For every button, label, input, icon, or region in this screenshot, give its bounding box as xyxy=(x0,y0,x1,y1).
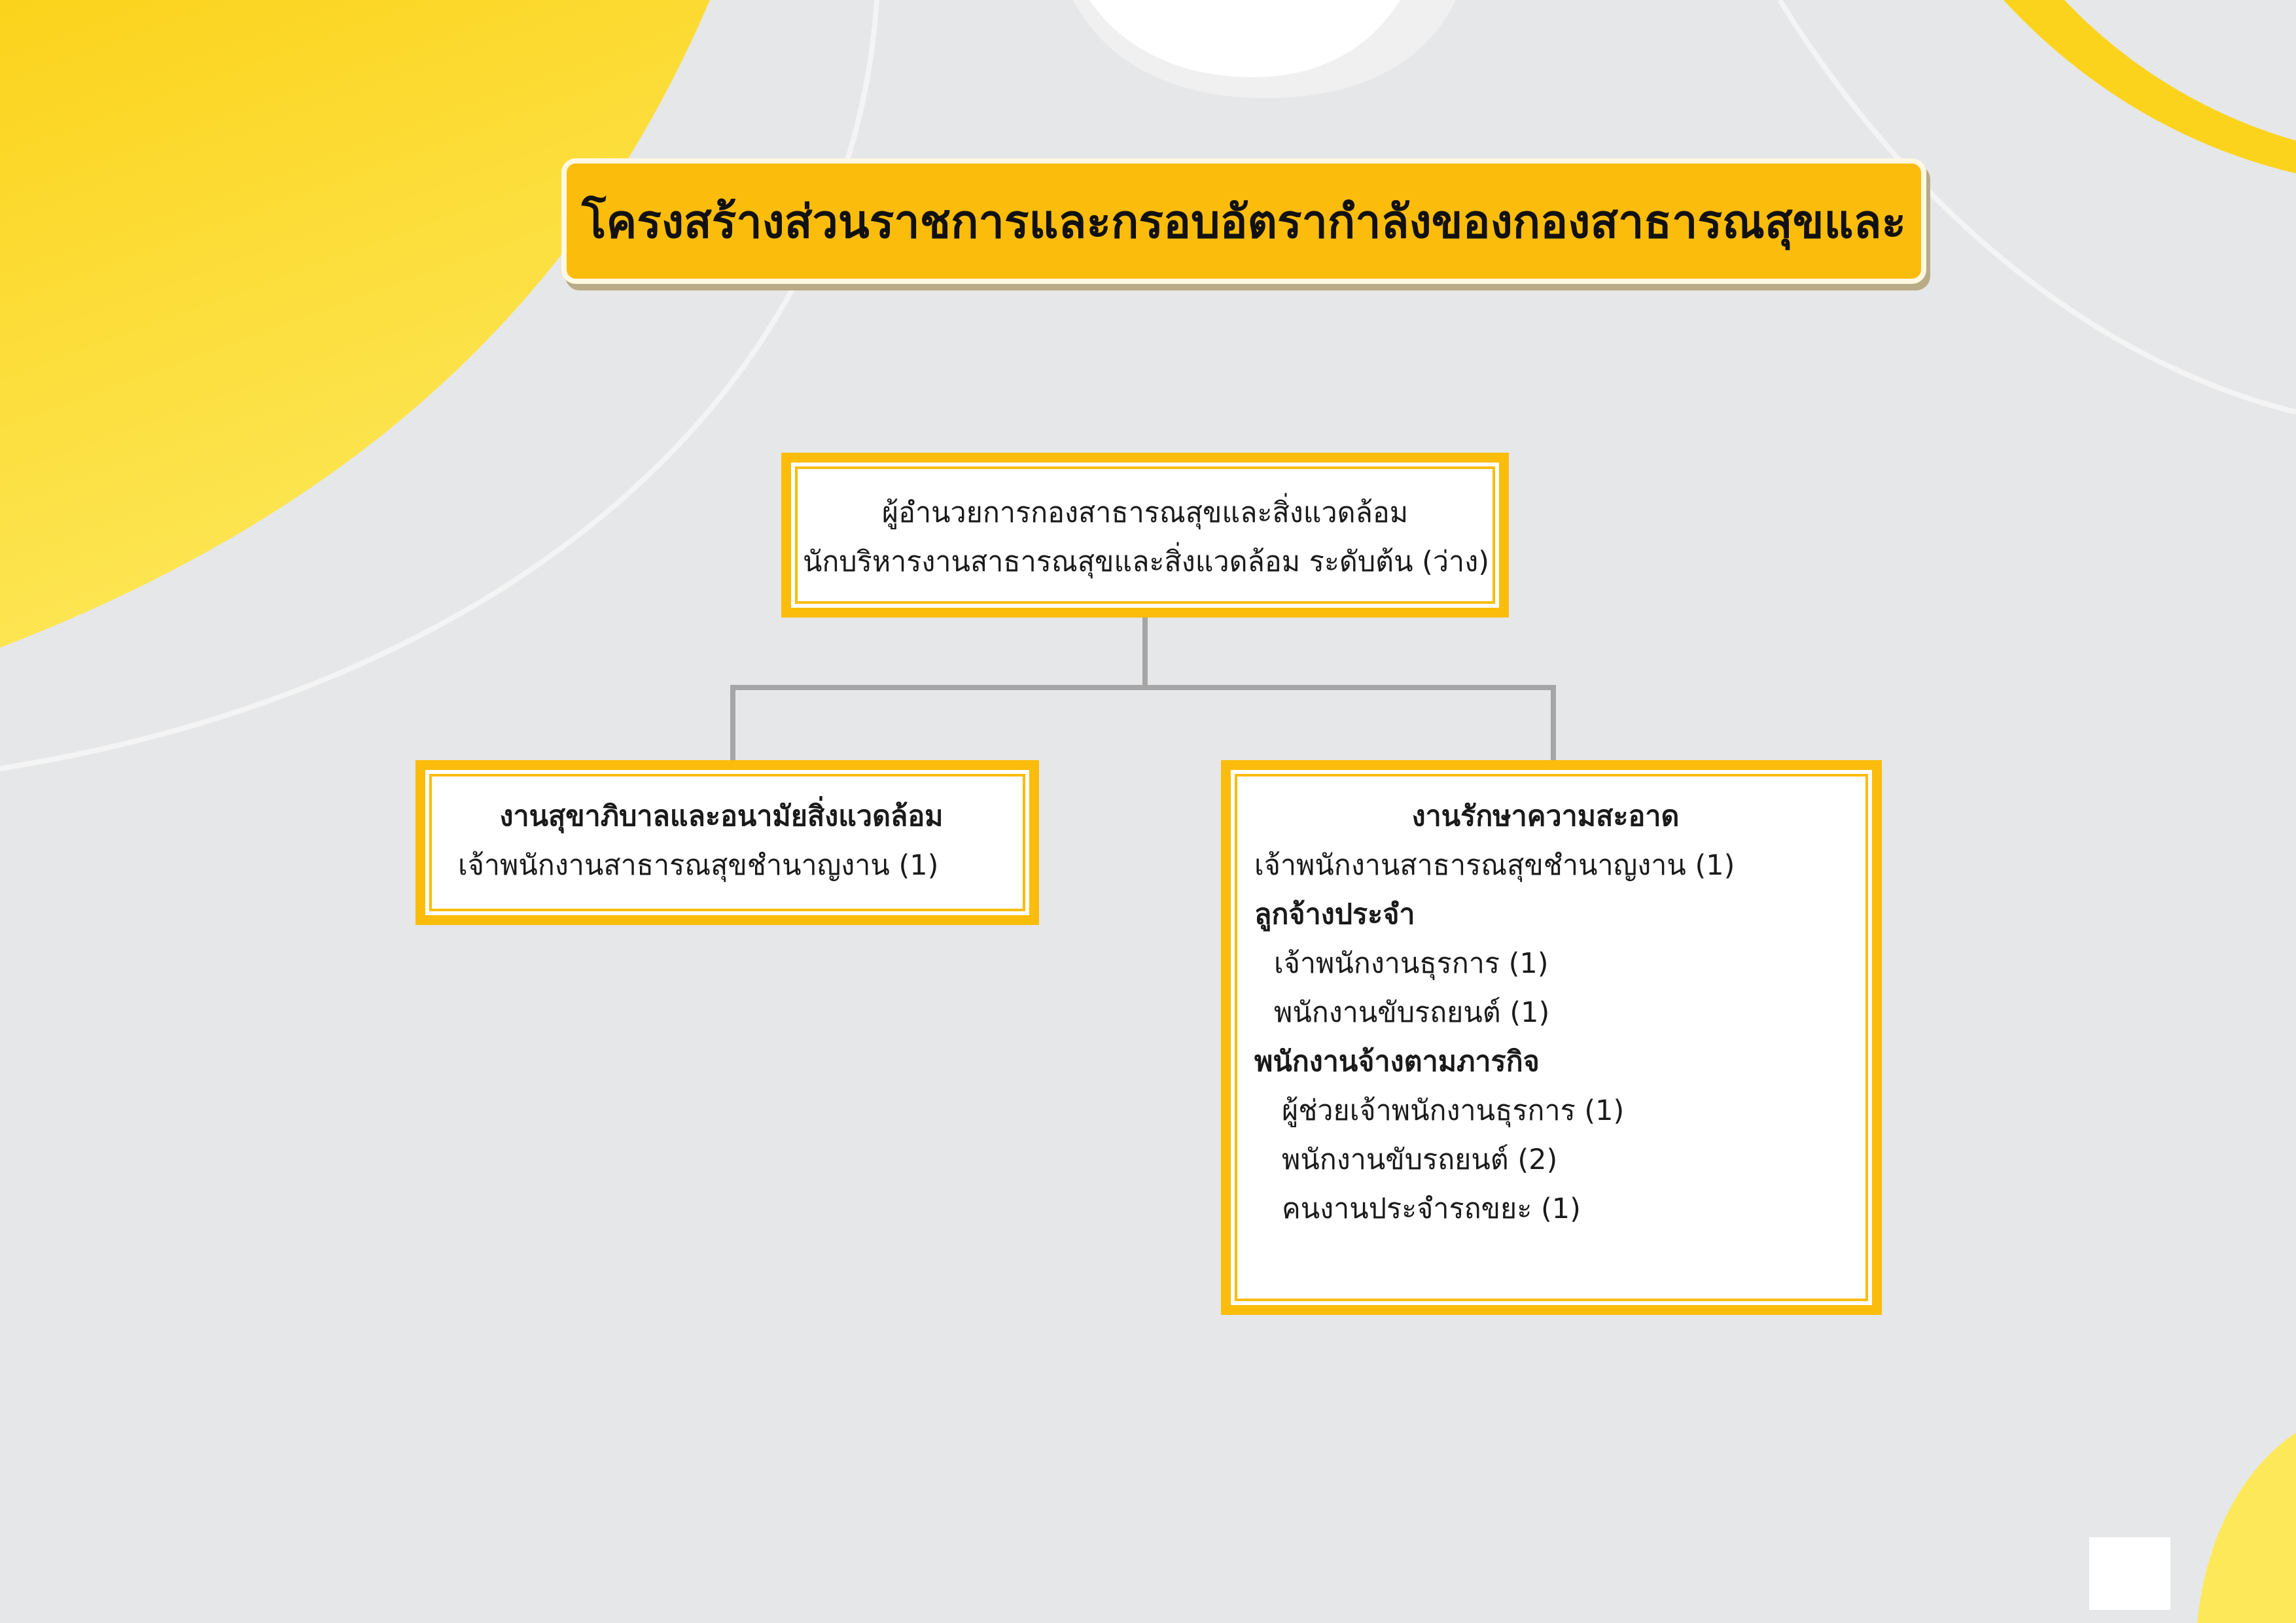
cleaning-box xyxy=(1221,760,1882,1315)
group-title-permanent-staff: ลูกจ้างประจำ xyxy=(1254,898,1415,931)
list-item: พนักงานขับรถยนต์ (2) xyxy=(1282,1143,1558,1176)
sanitation-heading: งานสุขาภิบาลและอนามัยสิ่งแวดล้อม xyxy=(499,800,944,833)
director-title: ผู้อำนวยการกองสาธารณสุขและสิ่งแวดล้อม xyxy=(881,497,1409,529)
list-item: เจ้าพนักงานธุรการ (1) xyxy=(1274,947,1549,980)
list-item: พนักงานขับรถยนต์ (1) xyxy=(1274,996,1550,1029)
director-box-content xyxy=(803,489,1487,596)
page-title: โครงสร้างส่วนราชการและกรอบอัตรากำลังของกองสาธารณสุขและ xyxy=(581,194,1907,249)
sanitation-box-content xyxy=(458,792,1017,903)
list-item: เจ้าพนักงานสาธารณสุขชำนาญงาน (1) xyxy=(458,849,939,882)
group-title-mission-staff: พนักงานจ้างตามภารกิจ xyxy=(1254,1045,1540,1078)
director-position: นักบริหารงานสาธารณสุขและสิ่งแวดล้อม ระดับต้น (ว่าง) xyxy=(803,546,1489,578)
title-banner xyxy=(561,158,1926,284)
page-corner-square xyxy=(2089,1537,2170,1610)
cleaning-heading: งานรักษาความสะอาด xyxy=(1411,800,1680,833)
cleaning-box-content xyxy=(1254,792,1860,1293)
sanitation-box xyxy=(415,760,1039,925)
list-item: เจ้าพนักงานสาธารณสุขชำนาญงาน (1) xyxy=(1254,849,1735,882)
director-box xyxy=(781,453,1509,618)
list-item: คนงานประจำรถขยะ (1) xyxy=(1282,1193,1581,1225)
list-item: ผู้ช่วยเจ้าพนักงานธุรการ (1) xyxy=(1282,1094,1625,1127)
